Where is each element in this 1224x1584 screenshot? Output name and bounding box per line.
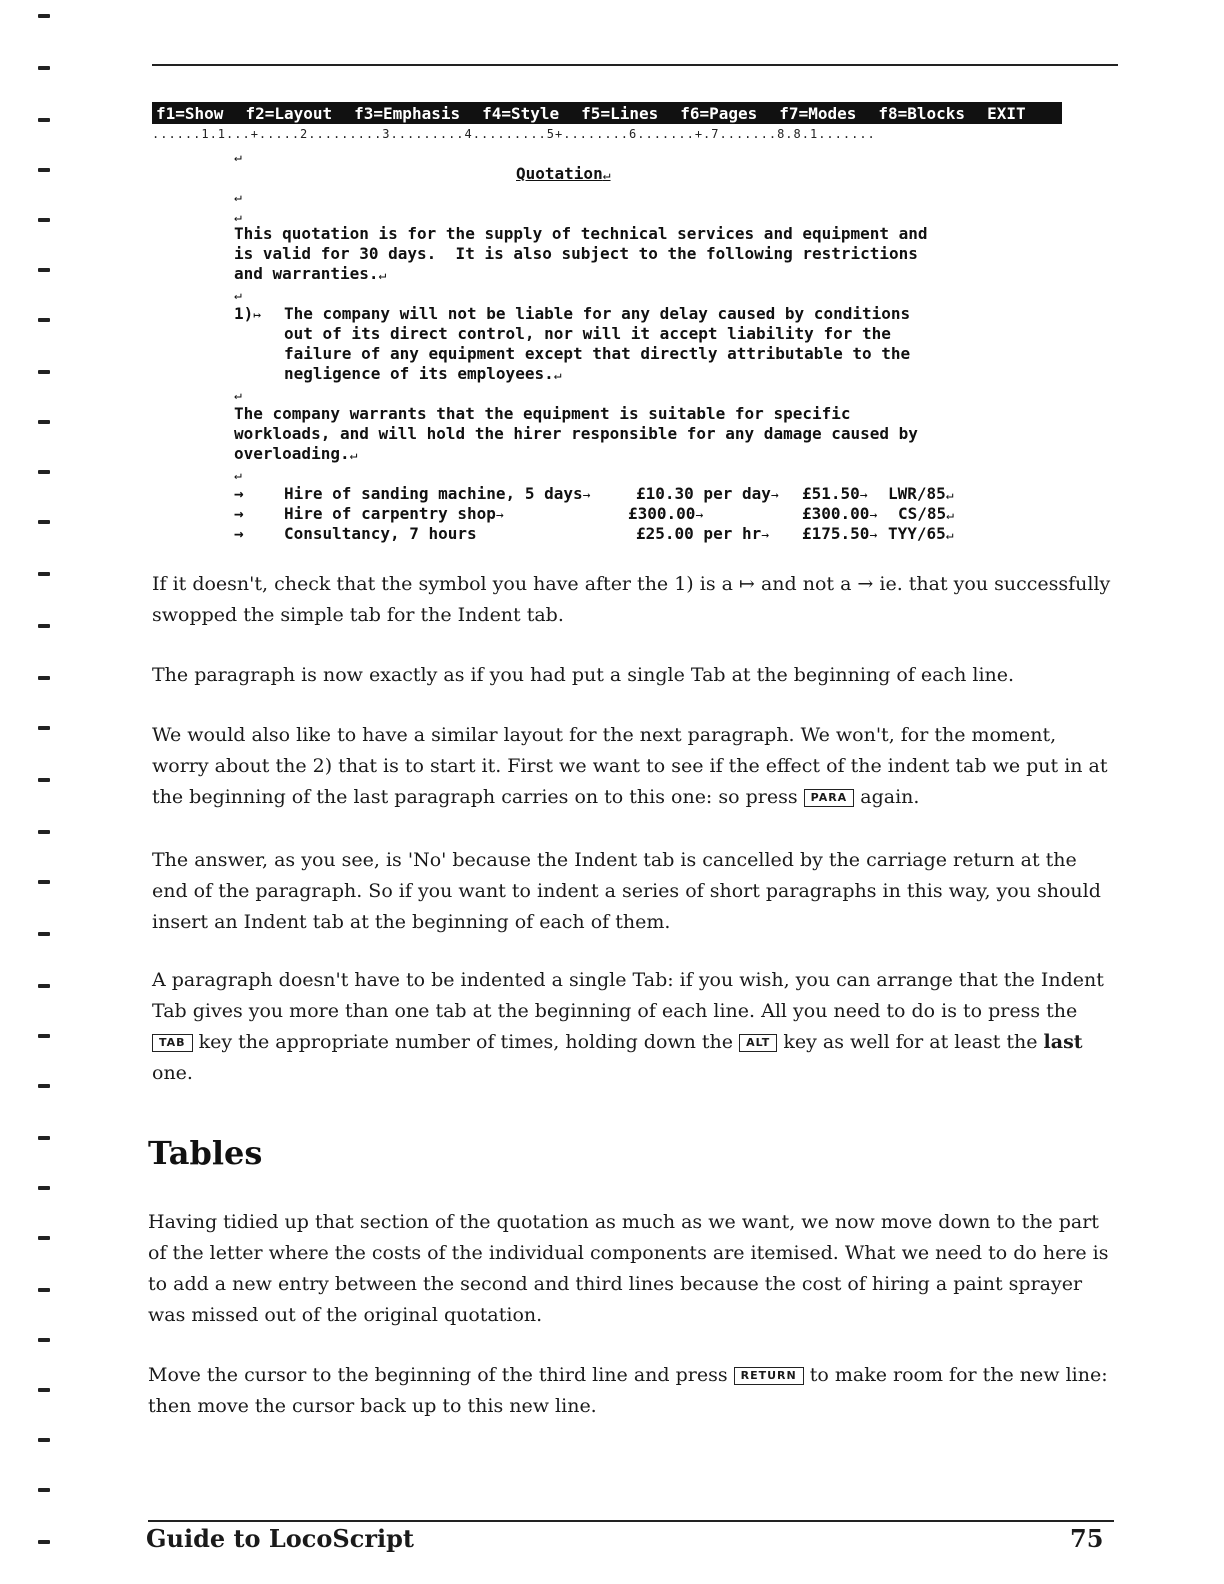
para1-line: This quotation is for the supply of technical services and equipment and <box>234 224 928 243</box>
item1-line: negligence of its employees.↵ <box>284 364 562 383</box>
item1-line: out of its direct control, nor will it accept liability for the <box>284 324 891 343</box>
loco-screen <box>152 102 1062 552</box>
para2-line: The company warrants that the equipment is suitable for specific <box>234 404 851 423</box>
tab-key: TAB <box>152 1034 193 1052</box>
cost-ref: LWR/85↵ <box>888 484 954 503</box>
cost-ref: CS/85↵ <box>898 504 954 523</box>
top-rule <box>152 64 1118 66</box>
menu-bar <box>152 102 1062 124</box>
cost-ref: TYY/65↵ <box>888 524 954 543</box>
para2-line: overloading.↵ <box>234 444 358 463</box>
menu-f5-lines[interactable]: f5=Lines <box>581 103 659 123</box>
body-paragraph: A paragraph doesn't have to be indented a single Tab: if you wish, you can arrange that the Indent Tab gives you more than one tab at the beginning of each line. All you need to do is to press the TAB key the appropriate number of times, holding down the ALT key as well for at least the last one. <box>152 969 1104 1084</box>
tab-arrow: → <box>234 484 244 503</box>
footer-title: Guide to LocoScript <box>146 1524 414 1553</box>
cost-item: Consultancy, 7 hours <box>284 524 477 543</box>
return-mark: ↵ <box>234 190 242 205</box>
tab-ruler: ......1.1...+.....2.........3.........4.........5+........6.......+.7.......8.8.1....... <box>152 127 876 141</box>
page-number: 75 <box>1070 1524 1104 1553</box>
tab-arrow: → <box>234 524 244 543</box>
body-paragraph: We would also like to have a similar layout for the next paragraph. We won't, for the moment, worry about the 2) that is to start it. First we want to see if the effect of the indent tab we put in at the beginning of the last paragraph carries on to this one: so press PARA again. <box>152 724 1108 808</box>
menu-f8-blocks[interactable]: f8=Blocks <box>878 103 966 123</box>
menu-f2-layout[interactable]: f2=Layout <box>245 103 333 123</box>
doc-title: Quotation↵ <box>516 164 611 183</box>
return-mark: ↵ <box>234 288 242 303</box>
footer-rule <box>148 1520 1114 1522</box>
return-mark: ↵ <box>234 210 242 225</box>
para2-line: workloads, and will hold the hirer responsible for any damage caused by <box>234 424 918 443</box>
body-paragraph: Move the cursor to the beginning of the third line and press RETURN to make room for the new line: then move the cursor back up to this new line. <box>148 1364 1108 1417</box>
cost-total: £51.50→ <box>802 484 868 503</box>
menu-exit[interactable]: EXIT <box>987 103 1026 123</box>
body-paragraph: Having tidied up that section of the quotation as much as we want, we now move down to the part of the letter where the costs of the individual components are itemised. What we need to do here is to add a new entry between the second and third lines because the cost of hiring a paint sprayer was missed out of the original quotation. <box>148 1211 1109 1326</box>
return-mark: ↵ <box>234 468 242 483</box>
item1-line: The company will not be liable for any delay caused by conditions <box>284 304 911 323</box>
cost-rate: £25.00 per hr→ <box>636 524 770 543</box>
menu-f7-modes[interactable]: f7=Modes <box>779 103 857 123</box>
return-mark: ↵ <box>234 150 242 165</box>
body-paragraph: The answer, as you see, is 'No' because the Indent tab is cancelled by the carriage return at the end of the paragraph. So if you want to indent a series of short paragraphs in this way, you should insert an Indent tab at the beginning of each of them. <box>152 849 1101 933</box>
section-heading: Tables <box>148 1134 263 1172</box>
para1-line: and warranties.↵ <box>234 264 387 283</box>
alt-key: ALT <box>739 1034 777 1052</box>
menu-f4-style[interactable]: f4=Style <box>482 103 560 123</box>
menu-f1-show[interactable]: f1=Show <box>156 103 224 123</box>
cost-rate: £10.30 per day→ <box>636 484 779 503</box>
para-key: PARA <box>804 789 855 807</box>
item1-label: 1)↦ <box>234 304 262 323</box>
body-paragraph: If it doesn't, check that the symbol you have after the 1) is a ↦ and not a → ie. that you successfully swopped the simple tab for the Indent tab. <box>152 573 1111 626</box>
tab-arrow: → <box>234 504 244 523</box>
cost-total: £300.00→ <box>802 504 878 523</box>
cost-item: Hire of carpentry shop→ <box>284 504 504 523</box>
menu-f6-pages[interactable]: f6=Pages <box>680 103 758 123</box>
body-paragraph: The paragraph is now exactly as if you had put a single Tab at the beginning of each line. <box>152 664 1015 686</box>
cost-rate: £300.00→ <box>628 504 704 523</box>
para1-line: is valid for 30 days. It is also subject to the following restrictions <box>234 244 918 263</box>
cost-total: £175.50→ <box>802 524 878 543</box>
menu-f3-emphasis[interactable]: f3=Emphasis <box>354 103 461 123</box>
item1-line: failure of any equipment except that directly attributable to the <box>284 344 911 363</box>
return-key: RETURN <box>734 1367 804 1385</box>
return-mark: ↵ <box>234 388 242 403</box>
cost-item: Hire of sanding machine, 5 days→ <box>284 484 591 503</box>
